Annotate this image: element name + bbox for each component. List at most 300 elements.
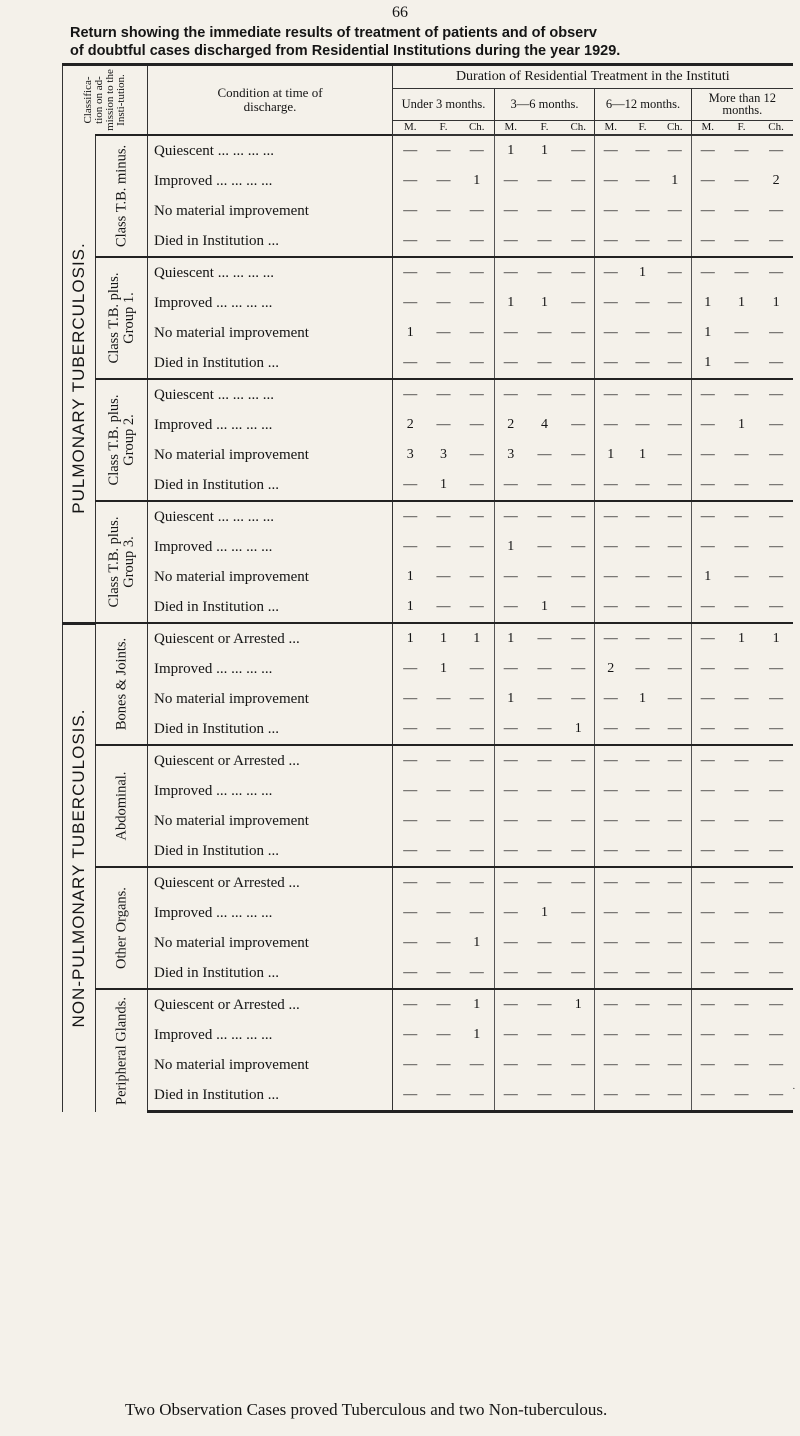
table-row <box>63 532 793 562</box>
table-row <box>63 1050 793 1080</box>
value-cell: — <box>428 135 460 166</box>
value-cell: — <box>436 1027 451 1042</box>
title-line-1: Return showing the immediate results of treatment of patients and of observ <box>70 25 597 41</box>
value-cell: — <box>635 599 650 614</box>
value-cell: 1 <box>406 325 414 340</box>
value-cell: — <box>460 745 495 776</box>
sex-column-header: Ch. <box>563 120 595 135</box>
value-cell: — <box>460 898 495 928</box>
value-cell: — <box>436 905 451 920</box>
value-cell: — <box>659 745 692 776</box>
value-cell: — <box>659 867 692 898</box>
value-cell: — <box>659 776 692 806</box>
value-cell: — <box>436 355 451 370</box>
value-cell: — <box>537 935 552 950</box>
table-row <box>63 898 793 928</box>
class-group-label: Class T.B. plus. Group 3. <box>96 501 148 623</box>
condition-label: No material improvement <box>148 928 393 958</box>
table-row <box>63 714 793 745</box>
value-cell: — <box>603 417 618 432</box>
value-cell: — <box>603 569 618 584</box>
value-cell: 4 <box>541 417 548 432</box>
value-cell: 2 <box>772 173 780 188</box>
value-cell: — <box>563 592 595 623</box>
value-cell: — <box>503 1027 518 1042</box>
condition-label: Quiescent or Arrested ... <box>148 623 393 654</box>
value-cell: — <box>603 935 618 950</box>
value-cell: — <box>537 447 552 462</box>
value-cell: — <box>436 965 451 980</box>
disease-category-label: NON-PULMONARY TUBERCULOSIS. <box>63 623 96 1112</box>
value-cell: — <box>595 867 627 898</box>
value-cell: — <box>460 714 495 745</box>
table-row <box>63 379 793 410</box>
value-cell: — <box>724 135 760 166</box>
value-cell: — <box>436 599 451 614</box>
value-cell: 1 <box>507 691 515 706</box>
value-cell: — <box>603 721 618 736</box>
table-row <box>63 654 793 684</box>
value-cell: — <box>734 325 749 340</box>
table-row <box>63 806 793 836</box>
value-cell: — <box>563 196 595 226</box>
value-cell: — <box>436 233 451 248</box>
value-cell: — <box>503 203 518 218</box>
value-cell: — <box>700 965 715 980</box>
value-cell: — <box>659 592 692 623</box>
value-cell: — <box>603 905 618 920</box>
condition-label: Died in Institution ... <box>148 470 393 501</box>
value-cell: 1 <box>495 623 527 654</box>
value-cell: — <box>769 783 784 798</box>
value-cell: — <box>724 989 760 1020</box>
period-header: More than 12 months. <box>708 90 776 118</box>
value-cell: — <box>460 257 495 288</box>
value-cell: — <box>635 539 650 554</box>
value-cell: 1 <box>428 623 460 654</box>
value-cell: — <box>659 318 692 348</box>
value-cell: — <box>635 417 650 432</box>
value-cell: — <box>627 867 659 898</box>
value-cell: — <box>635 905 650 920</box>
sex-column-header: F. <box>428 120 460 135</box>
value-cell: — <box>659 898 692 928</box>
table-row <box>63 1080 793 1112</box>
value-cell: — <box>563 470 595 501</box>
value-cell: — <box>563 684 595 714</box>
value-cell: 1 <box>460 1020 495 1050</box>
value-cell: — <box>403 233 418 248</box>
value-cell: 1 <box>440 477 447 492</box>
value-cell: — <box>724 379 760 410</box>
period-header: Under 3 months. <box>393 88 495 120</box>
condition-label: No material improvement <box>148 440 393 470</box>
value-cell: — <box>692 989 724 1020</box>
value-cell: — <box>760 135 793 166</box>
value-cell: — <box>603 477 618 492</box>
value-cell: — <box>563 806 595 836</box>
value-cell: 2 <box>507 417 515 432</box>
value-cell: — <box>700 935 715 950</box>
value-cell: — <box>769 1027 784 1042</box>
value-cell: — <box>635 477 650 492</box>
value-cell: — <box>503 569 518 584</box>
value-cell: 1 <box>527 135 563 166</box>
value-cell: — <box>769 965 784 980</box>
value-cell: — <box>537 783 552 798</box>
value-cell: — <box>659 501 692 532</box>
value-cell: 3 <box>440 447 447 462</box>
sex-column-header: F. <box>627 120 659 135</box>
value-cell: — <box>460 562 495 592</box>
class-group-label: Bones & Joints. <box>96 623 148 745</box>
value-cell: — <box>692 501 724 532</box>
value-cell: — <box>563 318 595 348</box>
value-cell: — <box>563 958 595 989</box>
value-cell: — <box>436 203 451 218</box>
value-cell: — <box>700 905 715 920</box>
class-group-label: Class T.B. plus. Group 1. <box>96 257 148 379</box>
value-cell: — <box>460 1050 495 1080</box>
margin-mark: · <box>792 1083 796 1095</box>
condition-label: Quiescent ... ... ... ... <box>148 379 393 410</box>
value-cell: — <box>659 532 692 562</box>
value-cell: — <box>734 477 749 492</box>
condition-label: Died in Institution ... <box>148 1080 393 1112</box>
value-cell: — <box>436 843 451 858</box>
condition-header: Condition at time of discharge. <box>148 65 393 136</box>
value-cell: — <box>603 783 618 798</box>
value-cell: — <box>537 661 552 676</box>
value-cell: — <box>503 599 518 614</box>
value-cell: — <box>537 843 552 858</box>
value-cell: — <box>403 783 418 798</box>
value-cell: — <box>460 806 495 836</box>
value-cell: — <box>700 173 715 188</box>
value-cell: — <box>760 1080 793 1112</box>
value-cell: 1 <box>507 539 515 554</box>
table-row <box>63 836 793 867</box>
value-cell: — <box>769 447 784 462</box>
value-cell: — <box>563 348 595 379</box>
value-cell: — <box>734 843 749 858</box>
classification-header: Classifica-tion on ad-mission to the Insti-tution. <box>63 65 148 136</box>
value-cell: — <box>734 569 749 584</box>
value-cell: — <box>403 295 418 310</box>
value-cell: — <box>635 661 650 676</box>
table-row <box>63 470 793 501</box>
table-row <box>63 562 793 592</box>
value-cell: — <box>603 355 618 370</box>
value-cell: 1 <box>541 295 548 310</box>
condition-label: Died in Institution ... <box>148 958 393 989</box>
value-cell: — <box>635 325 650 340</box>
value-cell: — <box>595 745 627 776</box>
sex-column-header: Ch. <box>760 120 793 135</box>
value-cell: — <box>635 355 650 370</box>
value-cell: — <box>595 989 627 1020</box>
value-cell: — <box>495 867 527 898</box>
value-cell: — <box>460 501 495 532</box>
value-cell: — <box>659 562 692 592</box>
sex-column-header: F. <box>724 120 760 135</box>
value-cell: — <box>734 721 749 736</box>
condition-label: No material improvement <box>148 1050 393 1080</box>
value-cell: — <box>436 325 451 340</box>
value-cell: — <box>769 325 784 340</box>
value-cell: — <box>734 173 749 188</box>
value-cell: — <box>436 295 451 310</box>
value-cell: — <box>403 721 418 736</box>
value-cell: — <box>659 288 692 318</box>
condition-label: Improved ... ... ... ... <box>148 532 393 562</box>
value-cell: — <box>403 813 418 828</box>
value-cell: — <box>436 417 451 432</box>
value-cell: — <box>769 203 784 218</box>
table-row <box>63 684 793 714</box>
value-cell: — <box>460 776 495 806</box>
value-cell: 1 <box>541 599 548 614</box>
condition-label: No material improvement <box>148 196 393 226</box>
value-cell: — <box>563 440 595 470</box>
value-cell: — <box>595 501 627 532</box>
value-cell: — <box>393 379 428 410</box>
value-cell: — <box>734 1027 749 1042</box>
value-cell: 1 <box>704 569 712 584</box>
value-cell: — <box>563 776 595 806</box>
value-cell: — <box>460 196 495 226</box>
value-cell: — <box>603 539 618 554</box>
condition-label: Died in Institution ... <box>148 592 393 623</box>
value-cell: — <box>603 233 618 248</box>
sex-column-header: Ch. <box>659 120 692 135</box>
condition-label: Improved ... ... ... ... <box>148 410 393 440</box>
value-cell: — <box>403 843 418 858</box>
value-cell: 1 <box>704 355 712 370</box>
value-cell: — <box>700 477 715 492</box>
value-cell: — <box>503 721 518 736</box>
table-row <box>63 288 793 318</box>
value-cell: — <box>692 379 724 410</box>
value-cell: — <box>734 965 749 980</box>
value-cell: — <box>563 166 595 196</box>
value-cell: — <box>563 623 595 654</box>
footnote: Two Observation Cases proved Tuberculous and two Non-tuberculous. <box>125 1400 608 1419</box>
value-cell: — <box>700 417 715 432</box>
value-cell: — <box>428 989 460 1020</box>
value-cell: — <box>460 867 495 898</box>
value-cell: — <box>603 843 618 858</box>
value-cell: — <box>563 928 595 958</box>
value-cell: 1 <box>639 447 646 462</box>
value-cell: — <box>503 935 518 950</box>
value-cell: 3 <box>507 447 515 462</box>
value-cell: — <box>503 233 518 248</box>
table-row <box>63 623 793 654</box>
value-cell: — <box>635 295 650 310</box>
value-cell: — <box>724 867 760 898</box>
value-cell: — <box>769 1057 784 1072</box>
value-cell: — <box>563 1020 595 1050</box>
value-cell: — <box>659 806 692 836</box>
value-cell: — <box>769 721 784 736</box>
value-cell: — <box>595 379 627 410</box>
value-cell: — <box>603 691 618 706</box>
value-cell: — <box>460 288 495 318</box>
value-cell: — <box>563 501 595 532</box>
table-row <box>63 928 793 958</box>
value-cell: — <box>460 958 495 989</box>
class-group-label: Abdominal. <box>96 745 148 867</box>
value-cell: — <box>503 325 518 340</box>
value-cell: — <box>659 196 692 226</box>
value-cell: — <box>503 813 518 828</box>
condition-label: Improved ... ... ... ... <box>148 166 393 196</box>
condition-label: No material improvement <box>148 806 393 836</box>
value-cell: — <box>769 417 784 432</box>
value-cell: — <box>393 745 428 776</box>
value-cell: — <box>503 355 518 370</box>
value-cell: — <box>627 1080 659 1112</box>
value-cell: — <box>403 935 418 950</box>
value-cell: — <box>700 539 715 554</box>
value-cell: — <box>659 654 692 684</box>
condition-label: Improved ... ... ... ... <box>148 288 393 318</box>
value-cell: — <box>627 745 659 776</box>
value-cell: — <box>428 379 460 410</box>
value-cell: — <box>403 1057 418 1072</box>
value-cell: — <box>503 173 518 188</box>
condition-label: Quiescent ... ... ... ... <box>148 135 393 166</box>
value-cell: — <box>769 661 784 676</box>
value-cell: — <box>403 203 418 218</box>
value-cell: — <box>769 843 784 858</box>
value-cell: — <box>760 379 793 410</box>
value-cell: 1 <box>772 295 780 310</box>
value-cell: — <box>527 257 563 288</box>
table-row <box>63 135 793 166</box>
value-cell: — <box>724 745 760 776</box>
value-cell: — <box>627 135 659 166</box>
value-cell: — <box>734 203 749 218</box>
value-cell: — <box>760 257 793 288</box>
value-cell: — <box>563 1050 595 1080</box>
value-cell: — <box>527 379 563 410</box>
value-cell: — <box>403 1027 418 1042</box>
value-cell: — <box>537 173 552 188</box>
value-cell: — <box>460 532 495 562</box>
value-cell: — <box>393 135 428 166</box>
value-cell: — <box>527 745 563 776</box>
condition-label: Improved ... ... ... ... <box>148 898 393 928</box>
value-cell: 1 <box>393 623 428 654</box>
value-cell: 1 <box>659 166 692 196</box>
value-cell: — <box>603 295 618 310</box>
value-cell: — <box>460 654 495 684</box>
value-cell: 3 <box>406 447 414 462</box>
condition-label: Improved ... ... ... ... <box>148 1020 393 1050</box>
value-cell: — <box>527 501 563 532</box>
class-group-label: Other Organs. <box>96 867 148 989</box>
value-cell: — <box>403 965 418 980</box>
value-cell: — <box>700 783 715 798</box>
value-cell: — <box>734 813 749 828</box>
value-cell: — <box>769 905 784 920</box>
table-row <box>63 501 793 532</box>
value-cell: — <box>436 539 451 554</box>
value-cell: — <box>603 1027 618 1042</box>
condition-label: No material improvement <box>148 318 393 348</box>
value-cell: — <box>563 410 595 440</box>
value-cell: — <box>692 257 724 288</box>
condition-label: Quiescent ... ... ... ... <box>148 501 393 532</box>
value-cell: 1 <box>440 661 447 676</box>
disease-category-label: PULMONARY TUBERCULOSIS. <box>63 135 96 623</box>
value-cell: 1 <box>738 417 745 432</box>
value-cell: 1 <box>563 714 595 745</box>
class-group-label: Peripheral Glands. <box>96 989 148 1112</box>
value-cell: — <box>760 989 793 1020</box>
condition-label: Quiescent ... ... ... ... <box>148 257 393 288</box>
value-cell: — <box>527 989 563 1020</box>
value-cell: — <box>503 905 518 920</box>
value-cell: — <box>734 447 749 462</box>
title-line-2: of doubtful cases discharged from Residential Institutions during the year 1929. <box>70 43 621 59</box>
value-cell: — <box>460 470 495 501</box>
value-cell: 1 <box>460 928 495 958</box>
period-header: 3—6 months. <box>495 88 595 120</box>
value-cell: — <box>769 935 784 950</box>
value-cell: — <box>603 203 618 218</box>
value-cell: — <box>734 691 749 706</box>
value-cell: — <box>635 203 650 218</box>
condition-label: Died in Institution ... <box>148 226 393 257</box>
table-row <box>63 318 793 348</box>
value-cell: — <box>537 325 552 340</box>
table-row <box>63 1020 793 1050</box>
table-row <box>63 989 793 1020</box>
table-row <box>63 410 793 440</box>
value-cell: — <box>635 783 650 798</box>
value-cell: — <box>537 1057 552 1072</box>
value-cell: — <box>436 691 451 706</box>
value-cell: — <box>503 965 518 980</box>
value-cell: — <box>659 135 692 166</box>
value-cell: 1 <box>563 989 595 1020</box>
value-cell: — <box>659 410 692 440</box>
table-row <box>63 867 793 898</box>
value-cell: — <box>659 1020 692 1050</box>
value-cell: — <box>724 501 760 532</box>
value-cell: — <box>595 1080 627 1112</box>
value-cell: — <box>700 233 715 248</box>
value-cell: — <box>563 836 595 867</box>
value-cell: — <box>393 501 428 532</box>
value-cell: — <box>460 592 495 623</box>
value-cell: — <box>760 867 793 898</box>
value-cell: — <box>537 569 552 584</box>
value-cell: — <box>403 661 418 676</box>
value-cell: — <box>460 684 495 714</box>
value-cell: — <box>700 691 715 706</box>
value-cell: — <box>635 233 650 248</box>
value-cell: — <box>700 661 715 676</box>
value-cell: — <box>659 257 692 288</box>
value-cell: — <box>659 714 692 745</box>
value-cell: — <box>503 477 518 492</box>
sex-column-header: M. <box>595 120 627 135</box>
value-cell: — <box>635 569 650 584</box>
